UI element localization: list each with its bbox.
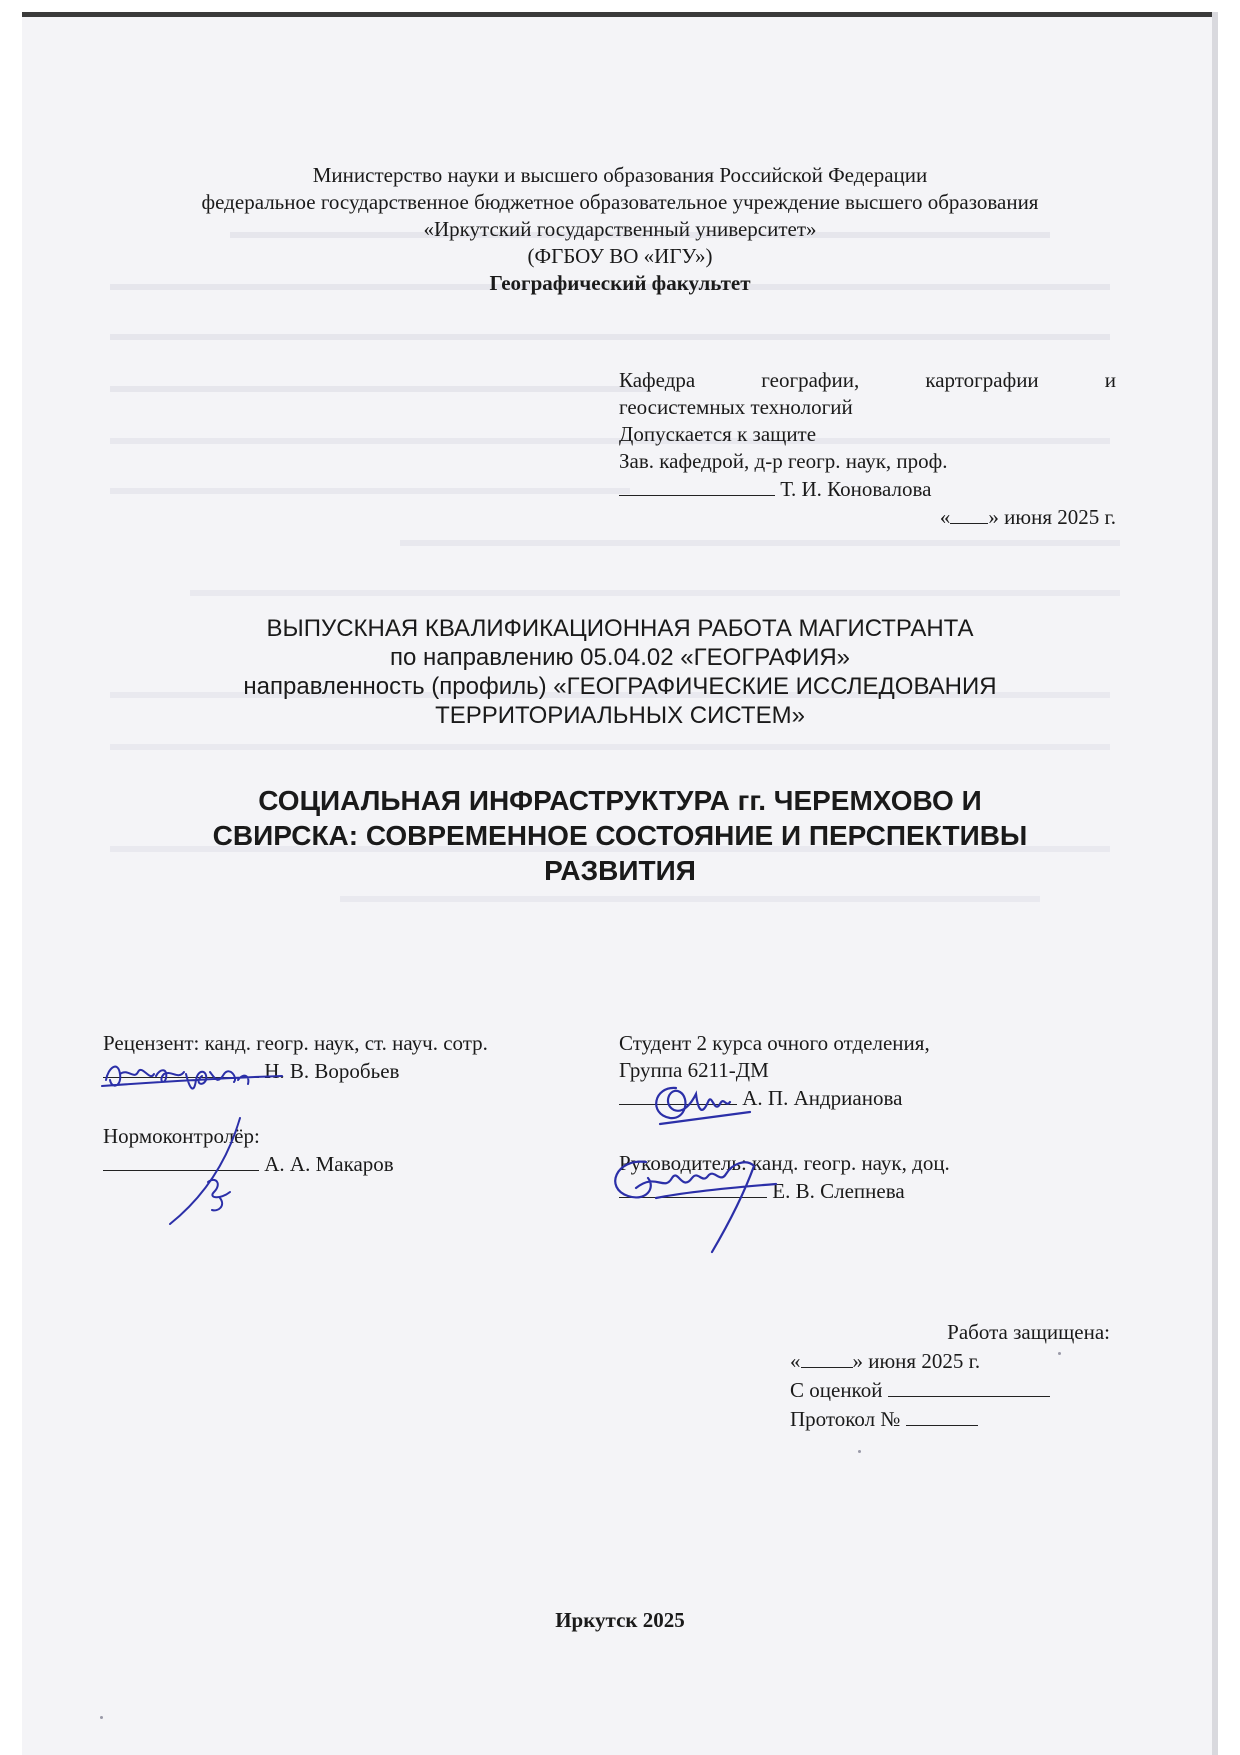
approval-date: « » июня 2025 г.: [939, 505, 1116, 529]
day-blank: [801, 1347, 853, 1368]
ministry-line: Министерство науки и высшего образования Российской Федерации: [312, 163, 928, 187]
city-year: Иркутск 2025: [555, 1608, 685, 1632]
head-name: Т. И. Коновалова: [780, 477, 932, 501]
supervisor-signature-line: [619, 1177, 1099, 1205]
signature-blank: [619, 1177, 767, 1198]
scan-speck: [1058, 1352, 1061, 1355]
profile-line-2: ТЕРРИТОРИАЛЬНЫХ СИСТЕМ»: [435, 702, 805, 729]
thesis-type-block: [0, 614, 1240, 730]
supervisor-label: Руководитель: канд. геогр. наук, доц.: [619, 1151, 950, 1175]
institution-type-line: федеральное государственное бюджетное образовательное учреждение высшего образования: [201, 190, 1039, 214]
reviewer-name: Н. В. Воробьев: [264, 1059, 400, 1083]
department-line-1: Кафедра географии, картографии и: [619, 368, 1116, 392]
head-signature-line: [619, 475, 1116, 503]
thesis-type-line: ВЫПУСКНАЯ КВАЛИФИКАЦИОННАЯ РАБОТА МАГИСТРАНТА: [266, 615, 974, 642]
student-group: Группа 6211-ДМ: [619, 1058, 769, 1082]
normcontrol-signature-line: [103, 1150, 583, 1178]
document-header: [0, 162, 1240, 297]
faculty-name: Географический факультет: [489, 271, 751, 295]
direction-line: по направлению 05.04.02 «ГЕОГРАФИЯ»: [389, 644, 851, 671]
student-supervisor-block: [619, 1030, 1099, 1205]
protocol-blank: [906, 1405, 978, 1426]
reviewer-signature-line: [103, 1057, 583, 1085]
university-name: «Иркутский государственный университет»: [423, 217, 817, 241]
admitted-to-defense: Допускается к защите: [619, 422, 817, 446]
head-of-department-title: Зав. кафедрой, д-р геогр. наук, проф.: [619, 449, 948, 473]
normcontrol-label: Нормоконтролёр:: [103, 1124, 260, 1148]
title-line-1: СОЦИАЛЬНАЯ ИНФРАСТРУКТУРА гг. ЧЕРЕМХОВО И: [258, 785, 982, 816]
student-name: А. П. Андрианова: [742, 1086, 903, 1110]
grade-blank: [888, 1376, 1050, 1397]
supervisor-name: Е. В. Слепнева: [772, 1179, 905, 1203]
defense-block: [790, 1318, 1110, 1434]
normcontrol-name: А. А. Макаров: [264, 1152, 394, 1176]
reviewer-normcontrol-block: [103, 1030, 583, 1178]
university-abbreviation: (ФГБОУ ВО «ИГУ»): [527, 244, 713, 268]
scan-speck: [858, 1450, 861, 1453]
signature-blank: [103, 1057, 259, 1078]
grade-line: С оценкой: [790, 1376, 1110, 1405]
profile-line-1: направленность (профиль) «ГЕОГРАФИЧЕСКИЕ ИССЛЕДОВАНИЯ: [243, 673, 997, 700]
thesis-title: [0, 783, 1240, 888]
student-course-line: Студент 2 курса очного отделения,: [619, 1031, 930, 1055]
signature-blank: [619, 475, 775, 496]
protocol-line: Протокол №: [790, 1405, 1110, 1434]
signature-blank: [103, 1150, 259, 1171]
scan-speck: [100, 1716, 103, 1719]
day-blank: [950, 503, 988, 524]
approval-block: [619, 367, 1116, 531]
title-line-2: СВИРСКА: СОВРЕМЕННОЕ СОСТОЯНИЕ И ПЕРСПЕКТИВЫ: [212, 820, 1028, 851]
defense-title: Работа защищена:: [947, 1320, 1110, 1344]
reviewer-label: Рецензент: канд. геогр. наук, ст. науч. сотр.: [103, 1031, 488, 1055]
defense-date: « » июня 2025 г.: [790, 1349, 981, 1373]
department-line-2: геосистемных технологий: [619, 395, 853, 419]
student-signature-line: [619, 1084, 1099, 1112]
title-line-3: РАЗВИТИЯ: [544, 855, 696, 886]
signature-blank: [619, 1084, 737, 1105]
